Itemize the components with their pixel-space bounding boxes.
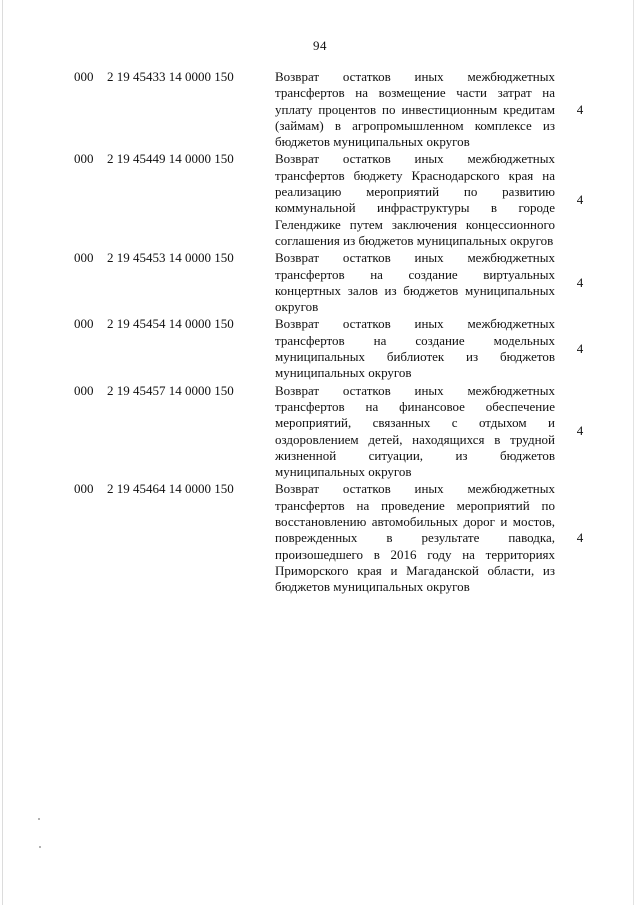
- standard-value-text: 4: [576, 192, 584, 208]
- budget-classification-code: 2 19 45453 14 0000 150: [107, 250, 234, 266]
- standard-value: [565, 316, 595, 381]
- standard-value-text: 4: [576, 423, 584, 439]
- income-name: Возврат остатков иных межбюджетных трансфертов на возмещение части затрат на уплату процентов по инвестиционным кредитам (займам) в агропромышленном комплексе из бюджетов муниципальных округов: [275, 69, 555, 150]
- income-name: Возврат остатков иных межбюджетных трансфертов на создание виртуальных концертных залов из бюджетов муниципальных округов: [275, 250, 555, 315]
- scan-speck: [38, 818, 40, 820]
- standard-value-text: 4: [576, 274, 584, 290]
- budget-classification-code: 2 19 45464 14 0000 150: [107, 481, 234, 497]
- table-row: [0, 151, 640, 249]
- income-name: Возврат остатков иных межбюджетных трансфертов на финансовое обеспечение мероприятий, связанных с отдыхом и оздоровлением детей, находящихся в трудной жизненной ситуации, из бюджетов муниципальных округов: [275, 382, 555, 480]
- admin-code: 000: [74, 151, 94, 167]
- budget-code-table: [0, 69, 640, 596]
- table-row: [0, 383, 640, 481]
- budget-classification-code: 2 19 45449 14 0000 150: [107, 151, 234, 167]
- admin-code: 000: [74, 69, 94, 84]
- standard-value-text: 4: [576, 530, 584, 546]
- income-name: Возврат остатков иных межбюджетных трансфертов на проведение мероприятий по восстановлению автомобильных дорог и мостов, поврежденных в результате паводка, произошедшего в 2016 году на территориях Приморского края и Магаданской области, из бюджетов муниципальных округов: [275, 481, 555, 595]
- standard-value: [565, 151, 595, 249]
- table-row: [0, 316, 640, 381]
- admin-code: 000: [74, 382, 94, 398]
- admin-code: 000: [74, 316, 94, 332]
- budget-classification-code: 2 19 45433 14 0000 150: [107, 69, 234, 84]
- income-name: Возврат остатков иных межбюджетных трансфертов на создание модельных муниципальных библиотек из бюджетов муниципальных округов: [275, 316, 555, 381]
- standard-value: [565, 383, 595, 481]
- standard-value-text: 4: [576, 101, 584, 117]
- standard-value-text: 4: [576, 340, 584, 356]
- standard-value: [565, 69, 595, 150]
- table-row: [0, 69, 640, 150]
- admin-code: 000: [74, 250, 94, 266]
- standard-value: [565, 250, 595, 315]
- standard-value: [565, 481, 595, 595]
- income-name: Возврат остатков иных межбюджетных трансфертов бюджету Краснодарского края на реализацию мероприятий по развитию коммунальной инфраструктуры в городе Геленджике путем заключения концессионного соглашения из бюджетов муниципальных округов: [275, 151, 555, 248]
- admin-code: 000: [74, 481, 94, 497]
- scan-speck: [39, 846, 41, 848]
- table-row: [0, 250, 640, 315]
- budget-classification-code: 2 19 45454 14 0000 150: [107, 316, 234, 332]
- page-number: 94: [313, 38, 327, 53]
- table-row: [0, 481, 640, 595]
- budget-classification-code: 2 19 45457 14 0000 150: [107, 382, 234, 398]
